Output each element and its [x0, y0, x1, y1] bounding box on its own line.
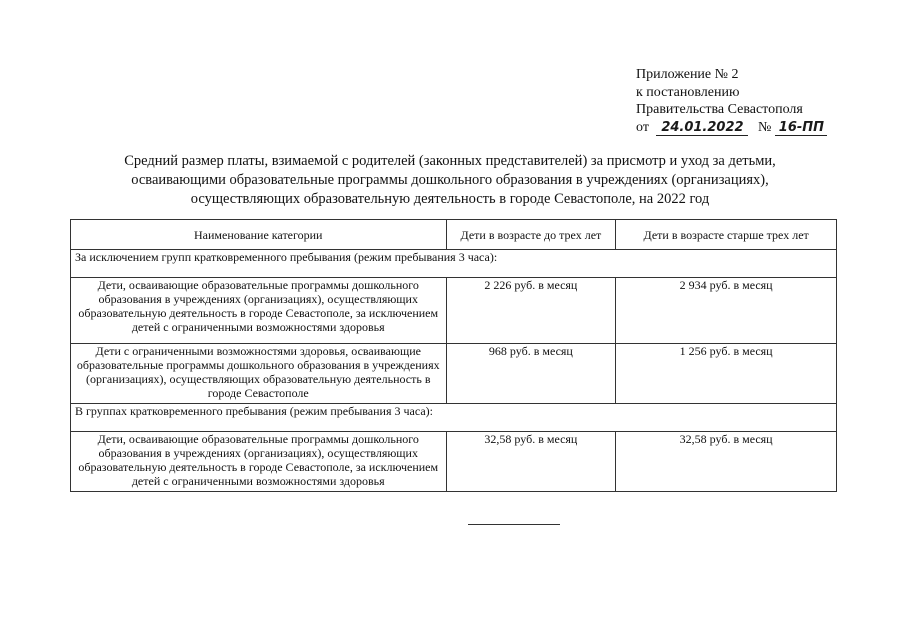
category-cell: Дети, осваивающие образовательные программы дошкольного образования в учреждениях (организациях), осуществляющих образовательную деятельность в городе Севастополе, за исключением детей с ограниченными возможностями здоровья [71, 432, 447, 492]
footer-divider [468, 524, 560, 525]
category-cell: Дети, осваивающие образовательные программы дошкольного образования в учреждениях (организациях), осуществляющих образовательную деятельность в городе Севастополе, за исключением детей с ограниченными возможностями здоровья [71, 278, 447, 344]
document-title [90, 152, 810, 209]
appendix-date-line [636, 119, 827, 137]
table-row [71, 278, 837, 344]
fee-under-three: 2 226 руб. в месяц [446, 278, 616, 344]
appendix-title: Приложение № 2 [636, 67, 739, 82]
fees-table [70, 219, 837, 492]
fee-over-three: 32,58 руб. в месяц [616, 432, 837, 492]
header-under-three: Дети в возрасте до трех лет [446, 220, 616, 250]
section-title: За исключением групп кратковременного пребывания (режим пребывания 3 часа): [71, 250, 837, 278]
table-row [71, 344, 837, 404]
appendix-block [636, 66, 827, 136]
number-prefix: № [757, 119, 772, 135]
handwritten-number: 16-ПП [775, 120, 827, 136]
section-row [71, 404, 837, 432]
header-category: Наименование категории [71, 220, 447, 250]
appendix-line-government: Правительства Севастополя [636, 102, 803, 117]
fee-under-three: 968 руб. в месяц [446, 344, 616, 404]
title-line: осваивающими образовательные программы дошкольного образования в учреждениях (организациях), [131, 172, 769, 188]
category-cell: Дети с ограниченными возможностями здоровья, осваивающие образовательные программы дошкольного образования в учреждениях (организациях), осуществляющих образовательную деятельность в городе Севастополе [71, 344, 447, 404]
fee-under-three: 32,58 руб. в месяц [446, 432, 616, 492]
appendix-line-resolution: к постановлению [636, 84, 740, 100]
title-line: Средний размер платы, взимаемой с родителей (законных представителей) за присмотр и уход за детьми, [124, 153, 776, 169]
handwritten-date: 24.01.2022 [656, 120, 748, 136]
fee-over-three: 2 934 руб. в месяц [616, 278, 837, 344]
table-header-row [71, 220, 837, 250]
header-over-three: Дети в возрасте старше трех лет [616, 220, 837, 250]
table-row [71, 432, 837, 492]
section-row [71, 250, 837, 278]
fee-over-three: 1 256 руб. в месяц [616, 344, 837, 404]
date-prefix: от [636, 119, 649, 135]
section-title: В группах кратковременного пребывания (режим пребывания 3 часа): [71, 404, 837, 432]
title-line: осуществляющих образовательную деятельность в городе Севастополе, на 2022 год [190, 191, 710, 207]
